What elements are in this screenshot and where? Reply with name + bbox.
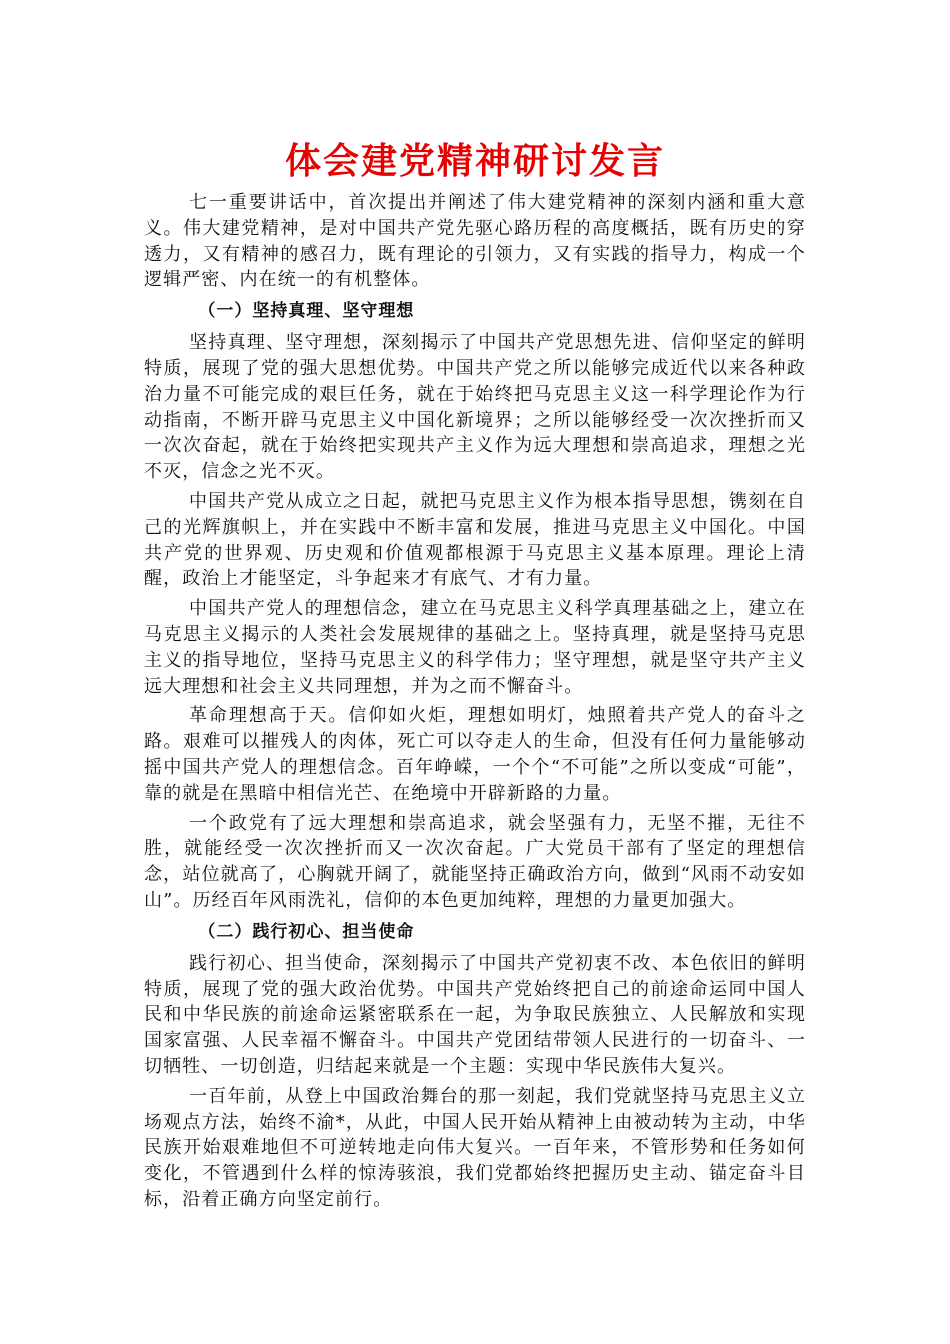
section-1-paragraph: 坚持真理、坚守理想，深刻揭示了中国共产党思想先进、信仰坚定的鲜明特质，展现了党的强大思想优势。中国共产党之所以能够完成近代以来各种政治力量不可能完成的艰巨任务，就在于始终把马克思主义这一科学理论作为行动指南，不断开辟马克思主义中国化新境界；之所以能够经受一次次挫折而又一次次奋起，就在于始终把实现共产主义作为远大理想和崇高追求，理想之光不灭，信念之光不灭。 — [144, 332, 806, 483]
section-heading-1: （一）坚持真理、坚守理想 — [198, 301, 415, 322]
section-1-paragraph: 一个政党有了远大理想和崇高追求，就会坚强有力，无坚不摧，无往不胜，就能经受一次次挫折而又一次次奋起。广大党员干部有了坚定的理想信念，站位就高了，心胸就开阔了，就能坚持正确政治方向，做到“风雨不动安如山”。历经百年风雨洗礼，信仰的本色更加纯粹，理想的力量更加强大。 — [144, 812, 806, 911]
section-2-paragraph: 一百年前，从登上中国政治舞台的那一刻起，我们党就坚持马克思主义立场观点方法，始终不渝*，从此，中国人民开始从精神上由被动转为主动，中华民族开始艰难地但不可逆转地走向伟大复兴。一百年来，不管形势和任务如何变化，不管遇到什么样的惊涛骇浪，我们党都始终把握历史主动、锚定奋斗目标，沿着正确方向坚定前行。 — [144, 1085, 806, 1210]
document-title: 体会建党精神研讨发言 — [284, 141, 665, 182]
intro-paragraph: 七一重要讲话中，首次提出并阐述了伟大建党精神的深刻内涵和重大意义。伟大建党精神，是对中国共产党先驱心路历程的高度概括，既有历史的穿透力，又有精神的感召力，既有理论的引领力，又有实践的指导力，构成一个逻辑严密、内在统一的有机整体。 — [144, 192, 806, 291]
document-body — [144, 190, 806, 1217]
section-2-paragraph: 践行初心、担当使命，深刻揭示了中国共产党初衷不改、本色依旧的鲜明特质，展现了党的强大政治优势。中国共产党始终把自己的前途命运同中国人民和中华民族的前途命运紧密联系在一起，为争取民族独立、人民解放和实现国家富强、人民幸福不懈奋斗。中国共产党团结带领人民进行的一切奋斗、一切牺牲、一切创造，归结起来就是一个主题：实现中华民族伟大复兴。 — [144, 952, 806, 1077]
section-1-paragraph: 革命理想高于天。信仰如火炬，理想如明灯，烛照着共产党人的奋斗之路。艰难可以摧残人的肉体，死亡可以夺走人的生命，但没有任何力量能够动摇中国共产党人的理想信念。百年峥嵘，一个个“不可能”之所以变成“可能”，靠的就是在黑暗中相信光芒、在绝境中开辟新路的力量。 — [144, 705, 806, 804]
section-1-paragraph: 中国共产党人的理想信念，建立在马克思主义科学真理基础之上，建立在马克思主义揭示的人类社会发展规律的基础之上。坚持真理，就是坚持马克思主义的指导地位，坚持马克思主义的科学伟力；坚守理想，就是坚守共产主义远大理想和社会主义共同理想，并为之而不懈奋斗。 — [144, 598, 806, 697]
section-heading-2: （二）践行初心、担当使命 — [198, 921, 415, 942]
section-1-paragraph: 中国共产党从成立之日起，就把马克思主义作为根本指导思想，镌刻在自己的光辉旗帜上，并在实践中不断丰富和发展，推进马克思主义中国化。中国共产党的世界观、历史观和价值观都根源于马克思主义基本原理。理论上清醒，政治上才能坚定，斗争起来才有底气、才有力量。 — [144, 490, 806, 590]
